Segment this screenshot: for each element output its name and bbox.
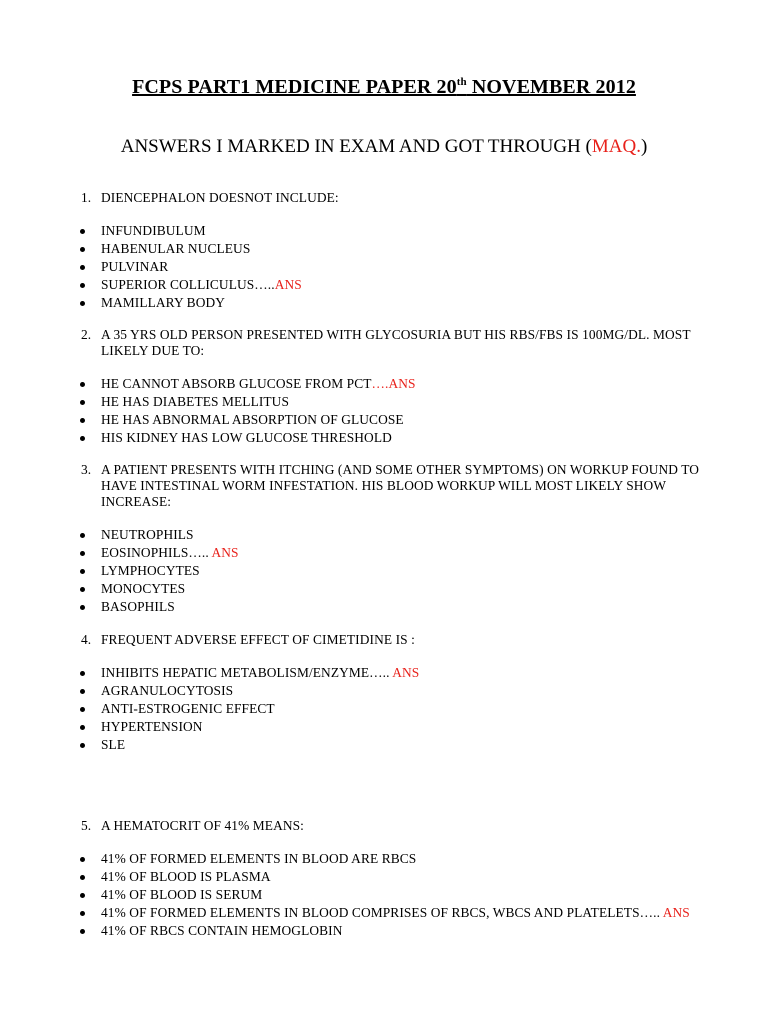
question-text: A PATIENT PRESENTS WITH ITCHING (AND SOME OTHER SYMPTOMS) ON WORKUP FOUND TO HAVE INTESTINAL WORM INFESTATION. HIS BLOOD WORKUP WILL MOST LIKELY SHOW INCREASE: [101,462,700,509]
option-item [0,904,768,922]
bullet-icon [80,743,85,748]
option-text [101,393,289,411]
option-item [0,664,768,682]
option-item [0,411,768,429]
title-superscript: th [456,76,467,88]
title-suffix: NOVEMBER 2012 [466,76,636,98]
option-item [0,850,768,868]
option-label: SUPERIOR COLLICULUS….. [101,277,275,292]
option-text [101,294,225,312]
option-text [101,526,194,544]
page-title [0,76,768,99]
question-number: 3. [81,462,92,477]
answer-mark: ….ANS [371,376,416,391]
option-item [0,240,768,258]
option-label: INFUNDIBULUM [101,223,206,238]
option-text [101,718,203,736]
bullet-icon [80,689,85,694]
option-text [101,904,690,922]
option-item [0,598,768,616]
bullet-icon [80,283,85,288]
question-number: 4. [81,632,92,647]
answer-mark: ANS [392,665,420,680]
option-text [101,736,125,754]
option-text [101,682,233,700]
option-label: 41% OF FORMED ELEMENTS IN BLOOD ARE RBCS [101,851,417,866]
option-label: HIS KIDNEY HAS LOW GLUCOSE THRESHOLD [101,430,392,445]
option-text [101,922,342,940]
question-text: DIENCEPHALON DOESNOT INCLUDE: [101,190,339,205]
option-list [0,526,768,616]
answer-mark: ANS [274,277,302,292]
option-item [0,700,768,718]
bullet-icon [80,893,85,898]
answer-mark: ANS [211,545,239,560]
question-number: 1. [81,190,92,205]
bullet-icon [80,247,85,252]
option-label: PULVINAR [101,259,169,274]
bullet-icon [80,725,85,730]
option-text [101,580,185,598]
option-list [0,222,768,312]
option-text [101,700,275,718]
option-list [0,664,768,754]
option-item [0,375,768,393]
option-text [101,240,250,258]
option-list [0,850,768,940]
option-label: 41% OF RBCS CONTAIN HEMOGLOBIN [101,923,343,938]
option-item [0,429,768,447]
bullet-icon [80,400,85,405]
option-label: LYMPHOCYTES [101,563,200,578]
option-text [101,544,239,562]
option-label: HYPERTENSION [101,719,203,734]
option-item [0,544,768,562]
option-item [0,294,768,312]
option-item [0,736,768,754]
option-item [0,222,768,240]
option-item [0,580,768,598]
bullet-icon [80,418,85,423]
option-item [0,276,768,294]
subtitle-prefix: ANSWERS I MARKED IN EXAM AND GOT THROUGH ( [120,136,592,157]
option-label: EOSINOPHILS….. [101,545,212,560]
option-item [0,922,768,940]
option-text [101,411,404,429]
bullet-icon [80,436,85,441]
answer-mark: ANS [662,905,690,920]
option-label: HABENULAR NUCLEUS [101,241,251,256]
bullet-icon [80,857,85,862]
option-text [101,429,392,447]
question-text: A 35 YRS OLD PERSON PRESENTED WITH GLYCOSURIA BUT HIS RBS/FBS IS 100MG/DL. MOST LIKELY DUE TO: [101,327,691,358]
option-text [101,598,175,616]
question-number: 5. [81,818,92,833]
option-label: 41% OF BLOOD IS SERUM [101,887,263,902]
option-text [101,664,419,682]
option-item [0,562,768,580]
option-label: HE HAS ABNORMAL ABSORPTION OF GLUCOSE [101,412,404,427]
bullet-icon [80,301,85,306]
option-item [0,718,768,736]
option-text [101,850,416,868]
question-number: 2. [81,327,92,342]
bullet-icon [80,707,85,712]
option-label: MONOCYTES [101,581,186,596]
title-prefix: FCPS PART1 MEDICINE PAPER 20 [132,76,457,98]
option-item [0,868,768,886]
bullet-icon [80,605,85,610]
option-label: 41% OF FORMED ELEMENTS IN BLOOD COMPRISES OF RBCS, WBCS AND PLATELETS….. [101,905,663,920]
option-text [101,886,262,904]
bullet-icon [80,587,85,592]
option-item [0,526,768,544]
option-item [0,682,768,700]
option-item [0,258,768,276]
bullet-icon [80,569,85,574]
option-label: INHIBITS HEPATIC METABOLISM/ENZYME….. [101,665,393,680]
bullet-icon [80,551,85,556]
bullet-icon [80,875,85,880]
bullet-icon [80,382,85,387]
option-label: NEUTROPHILS [101,527,194,542]
option-text [101,562,200,580]
bullet-icon [80,265,85,270]
subtitle-highlight: MAQ. [591,136,641,157]
option-text [101,868,271,886]
bullet-icon [80,229,85,234]
bullet-icon [80,533,85,538]
page-subtitle [0,136,768,158]
bullet-icon [80,911,85,916]
option-label: AGRANULOCYTOSIS [101,683,234,698]
option-text [101,276,302,294]
option-text [101,375,416,393]
option-label: 41% OF BLOOD IS PLASMA [101,869,271,884]
option-label: ANTI-ESTROGENIC EFFECT [101,701,275,716]
subtitle-suffix: ) [640,136,648,157]
option-label: MAMILLARY BODY [101,295,226,310]
option-label: BASOPHILS [101,599,175,614]
option-list [0,375,768,447]
option-label: HE HAS DIABETES MELLITUS [101,394,289,409]
question-text: A HEMATOCRIT OF 41% MEANS: [101,818,304,833]
option-label: HE CANNOT ABSORB GLUCOSE FROM PCT [101,376,372,391]
option-text [101,258,168,276]
option-item [0,886,768,904]
bullet-icon [80,929,85,934]
option-item [0,393,768,411]
option-label: SLE [101,737,126,752]
bullet-icon [80,671,85,676]
question-text: FREQUENT ADVERSE EFFECT OF CIMETIDINE IS : [101,632,415,647]
option-text [101,222,206,240]
